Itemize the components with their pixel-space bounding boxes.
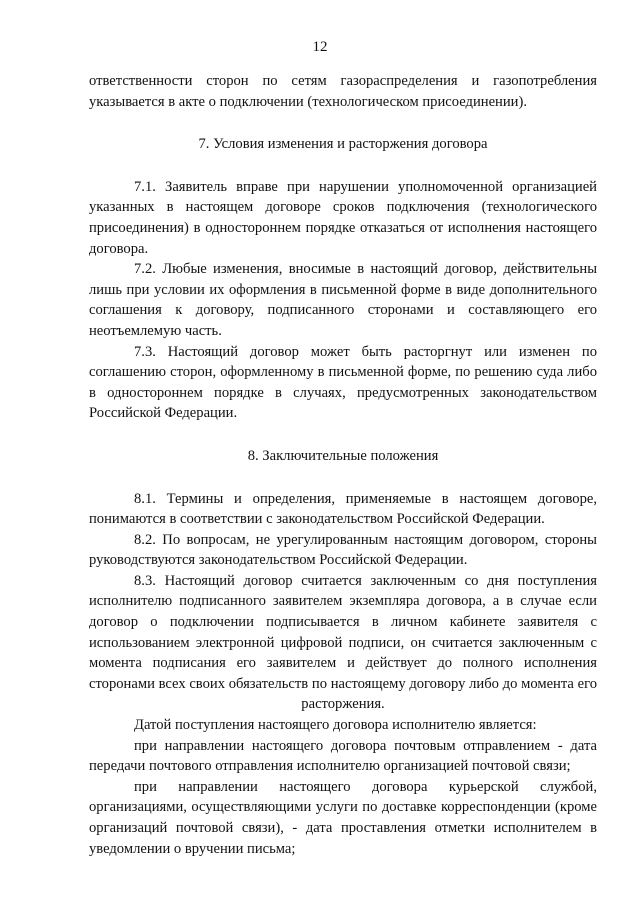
intro-paragraph: ответственности сторон по сетям газораспределения и газопотребления указывается в акте о подключении (технологическом присоединении). <box>89 73 597 110</box>
paragraph-7-3: 7.3. Настоящий договор может быть расторгнут или изменен по соглашению сторон, оформленному в письменной форме, по решению суда либо в одностороннем порядке в случаях, предусмотренных законодательством Российской Федерации. <box>89 343 597 422</box>
document-body <box>89 71 597 859</box>
paragraph-8-1: 8.1. Термины и определения, применяемые в настоящем договоре, понимаются в соответствии с законодательством Российской Федерации. <box>89 490 597 528</box>
section-8-heading: 8. Заключительные положения <box>247 447 439 464</box>
paragraph-7-1: 7.1. Заявитель вправе при нарушении уполномоченной организацией указанных в настоящем договоре сроков подключения (технологического присоединения) в одностороннем порядке отказаться от исполнения настоящего договора. <box>89 178 597 257</box>
paragraph-8-2: 8.2. По вопросам, не урегулированным настоящим договором, стороны руководствуются законодательством Российской Федерации. <box>89 531 597 569</box>
paragraph-7-2: 7.2. Любые изменения, вносимые в настоящий договор, действительны лишь при условии их оформления в письменной форме в виде дополнительного соглашения к договору, подписанного сторонами и составляющего его неотъемлемую часть. <box>89 261 597 339</box>
page-number: 12 <box>312 39 328 55</box>
paragraph-courier-delivery: при направлении настоящего договора курьерской службой, организациями, осуществляющими услуги по доставке корреспонденции (кроме организаций почтовой связи), - дата проставления отметки исполнителем в уведомлении о вручении письма; <box>89 778 597 857</box>
paragraph-postal-delivery: при направлении настоящего договора почтовым отправлением - дата передачи почтового отправления исполнителю организацией почтовой связи; <box>89 737 597 775</box>
paragraph-receipt-date-intro: Датой поступления настоящего договора исполнителю является: <box>134 717 537 734</box>
paragraph-8-3: 8.3. Настоящий договор считается заключенным со дня поступления исполнителю подписанного заявителем экземпляра договора, а в случае если договор о подключении подписывается в личном кабинете заявителя с использованием электронной цифровой подписи, он считается заключенным с момента подписания его заявителем и действует до полного исполнения сторонами всех своих обязательств по настоящему договору либо до момента его расторжения. <box>89 572 597 713</box>
section-7-heading: 7. Условия изменения и расторжения договора <box>198 136 488 153</box>
